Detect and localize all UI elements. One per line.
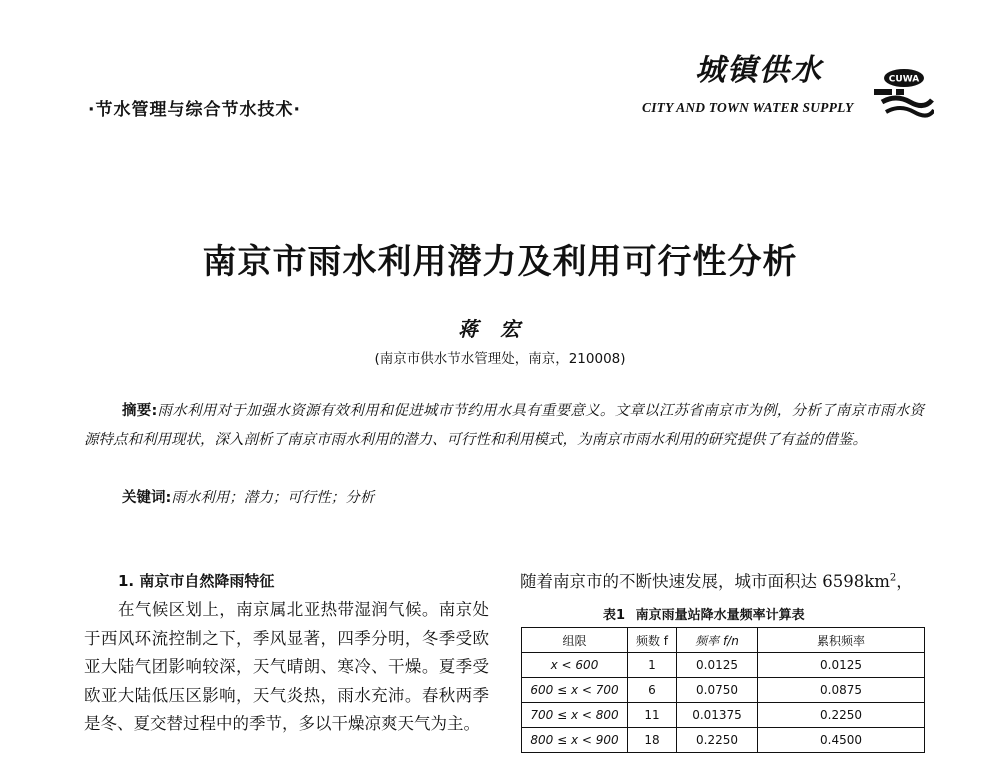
abstract-text: 雨水利用对于加强水资源有效利用和促进城市节约用水具有重要意义。文章以江苏省南京市为例，分析了南京市雨水资源特点和利用现状，深入剖析了南京市雨水利用的潜力、可行性和利用模式，为南京市雨水利用的研究提供了有益的借鉴。 <box>84 403 924 448</box>
table-header-cell: 频数 f <box>628 628 677 653</box>
right-line-sup: 2 <box>889 572 897 584</box>
table-header-cell: 组限 <box>522 628 628 653</box>
table-cell: 0.2250 <box>758 703 925 728</box>
table-cell: 6 <box>628 678 677 703</box>
table-cell: x < 600 <box>522 653 628 678</box>
table-cell: 11 <box>628 703 677 728</box>
table-cell: 700 ≤ x < 800 <box>522 703 628 728</box>
abstract <box>84 397 924 455</box>
journal-logo-icon <box>868 66 934 118</box>
table-row <box>522 653 925 678</box>
table-cell: 600 ≤ x < 700 <box>522 678 628 703</box>
table-cell: 0.01375 <box>677 703 758 728</box>
table-header-row <box>522 628 925 653</box>
journal-title-cn: 城镇供水 <box>695 53 823 88</box>
frequency-table <box>521 627 925 753</box>
keywords-label: 关键词: <box>122 490 172 506</box>
table-cell: 1 <box>628 653 677 678</box>
keywords <box>122 486 374 507</box>
table-cell: 18 <box>628 728 677 753</box>
keywords-text: 雨水利用；潜力；可行性；分析 <box>171 490 375 506</box>
right-line-tail: ， <box>896 572 913 591</box>
table-cell: 0.0750 <box>677 678 758 703</box>
table-cell: 0.2250 <box>677 728 758 753</box>
table-header-cell: 累积频率 <box>758 628 925 653</box>
section-tag: ·节水管理与综合节水技术· <box>88 100 301 120</box>
right-line: 随着南京市的不断快速发展，城市面积达 6598km <box>520 572 890 591</box>
right-column-text <box>520 568 913 592</box>
table-row <box>522 728 925 753</box>
table-cell: 0.0125 <box>677 653 758 678</box>
author-name: 蒋宏 <box>458 317 542 341</box>
table-cell: 0.0875 <box>758 678 925 703</box>
section-heading: 1. 南京市自然降雨特征 <box>118 572 275 590</box>
table-caption: 表1 南京雨量站降水量频率计算表 <box>603 608 805 623</box>
table-cell: 800 ≤ x < 900 <box>522 728 628 753</box>
table-header-cell: 频率 f/n <box>677 628 758 653</box>
table-cell: 0.4500 <box>758 728 925 753</box>
logo-text: CUWA <box>888 74 920 85</box>
section-paragraph: 在气候区划上，南京属北亚热带湿润气候。南京处于西风环流控制之下，季风显著，四季分明，冬季受欧亚大陆气团影响较深，天气晴朗、寒冷、干燥。夏季受欧亚大陆低压区影响，天气炎热，雨水充沛。春秋两季是冬、夏交替过程中的季节，多以干燥凉爽天气为主。 <box>84 600 489 733</box>
article-title: 南京市雨水利用潜力及利用可行性分析 <box>202 242 798 282</box>
table-cell: 0.0125 <box>758 653 925 678</box>
abstract-label: 摘要: <box>122 403 158 419</box>
author-affiliation: (南京市供水节水管理处，南京，210008) <box>374 351 626 367</box>
table-row <box>522 703 925 728</box>
table-row <box>522 678 925 703</box>
journal-title-en: CITY AND TOWN WATER SUPPLY <box>642 100 854 115</box>
